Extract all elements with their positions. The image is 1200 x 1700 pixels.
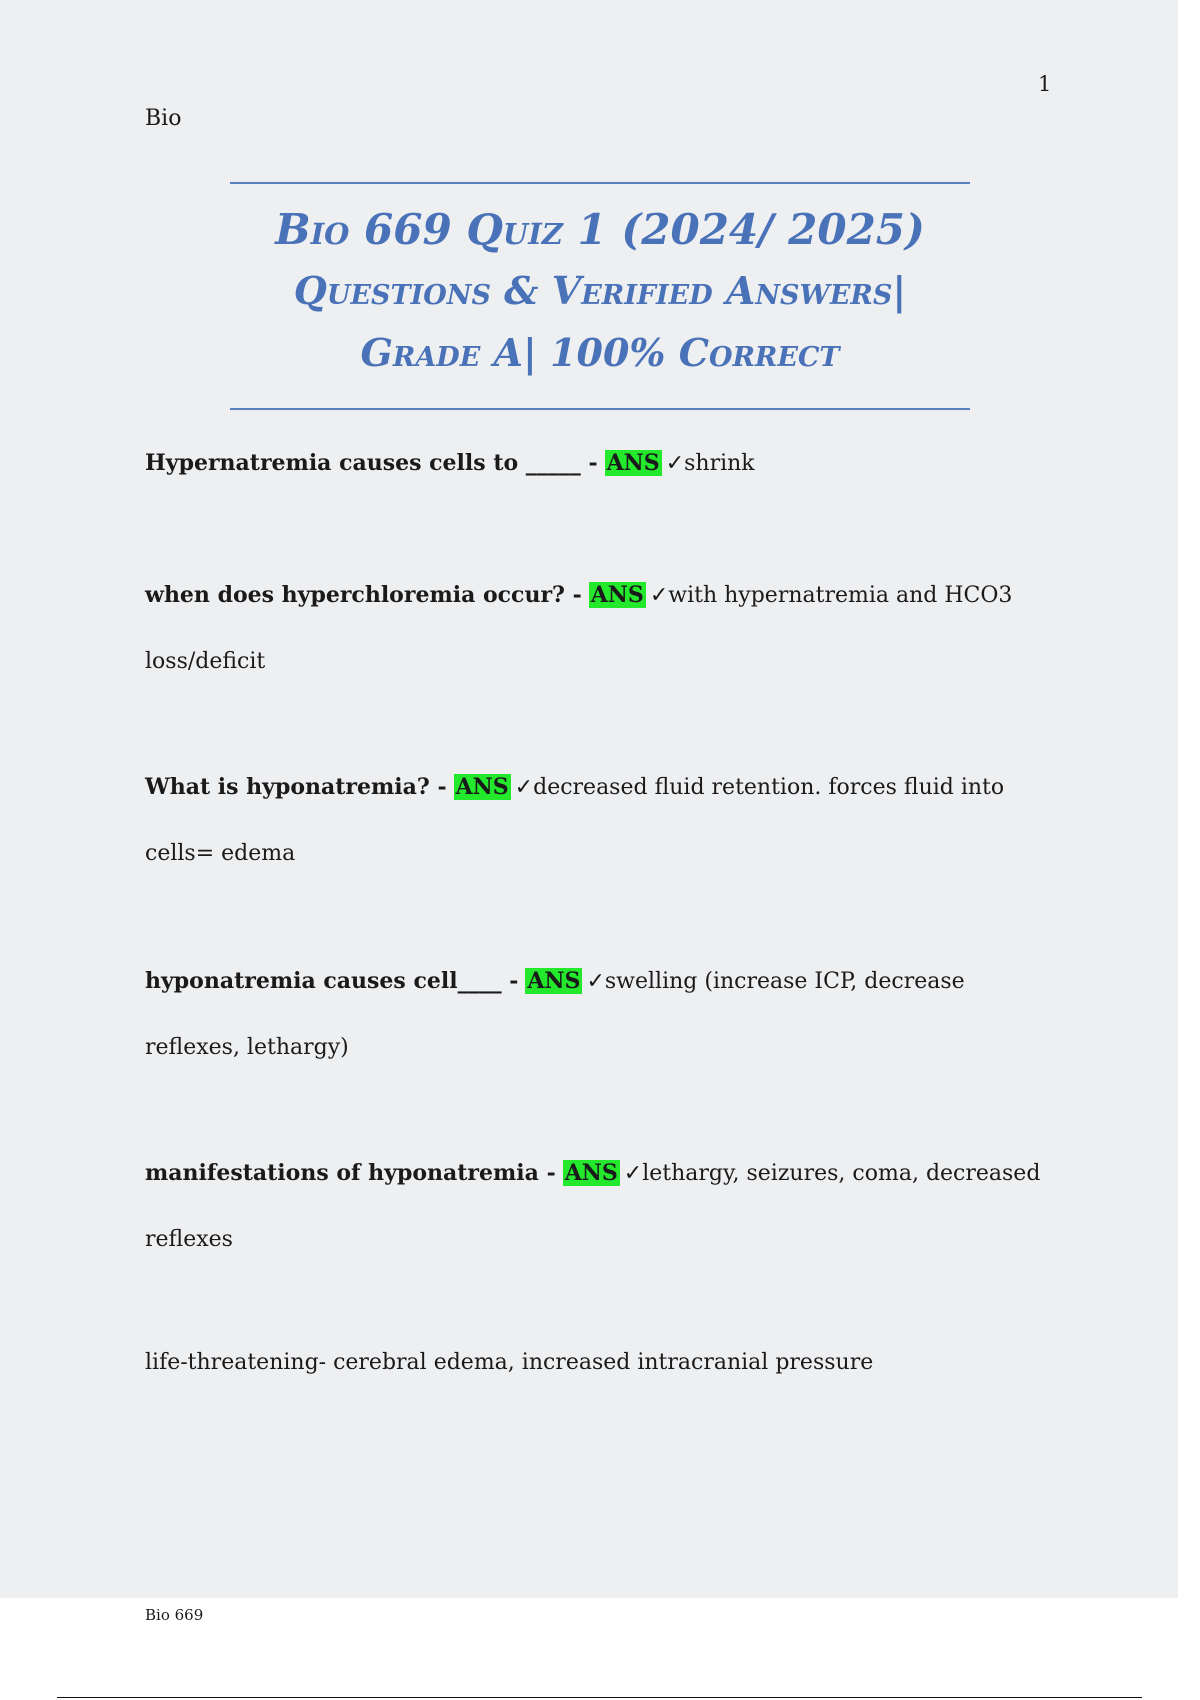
- answer-marker: ANS: [564, 1160, 618, 1186]
- title-line-3: Grade A| 100% Correct: [360, 330, 840, 375]
- answer-marker: ANS: [527, 968, 581, 994]
- check-icon: ✓: [586, 969, 605, 994]
- answer-marker: ANS: [590, 582, 644, 608]
- answer-text: decreased fluid retention. forces fluid into cells= edema: [145, 775, 1005, 866]
- question-text: hyponatremia causes cell____ -: [145, 968, 519, 994]
- title-line-2: Questions & Verified Answers|: [293, 268, 907, 313]
- answer-marker: ANS: [455, 774, 509, 800]
- question-text: What is hyponatremia? -: [145, 774, 447, 800]
- title-top-rule: [230, 182, 970, 184]
- extra-note: [145, 1330, 1045, 1396]
- qa-item-4: [145, 948, 1045, 1081]
- question-text: Hypernatremia causes cells to _____ -: [145, 450, 598, 476]
- title-bottom-rule: [230, 408, 970, 410]
- qa-item-3: [145, 754, 1045, 887]
- answer-marker: ANS: [606, 450, 660, 476]
- answer-text: with hypernatremia and HCO3 loss/deficit: [145, 583, 1013, 674]
- question-text: manifestations of hyponatremia -: [145, 1160, 556, 1186]
- bottom-rule: [57, 1697, 1142, 1698]
- note-text: life-threatening- cerebral edema, increased intracranial pressure: [145, 1350, 874, 1375]
- qa-item-5: [145, 1140, 1045, 1273]
- check-icon: ✓: [514, 775, 534, 800]
- check-icon: ✓: [649, 583, 669, 608]
- header-label: Bio: [145, 106, 182, 131]
- answer-text: shrink: [684, 451, 755, 476]
- question-text: when does hyperchloremia occur? -: [145, 582, 582, 608]
- check-icon: ✓: [623, 1161, 643, 1186]
- check-icon: ✓: [665, 451, 685, 476]
- title-line-1: Bio 669 Quiz 1 (2024/ 2025): [275, 205, 925, 254]
- answer-text: lethargy, seizures, coma, decreased reflexes: [145, 1161, 1041, 1252]
- footer-label: Bio 669: [145, 1606, 204, 1624]
- document-title: [230, 200, 970, 384]
- qa-item-2: [145, 562, 1045, 695]
- qa-item-1: [145, 430, 1045, 497]
- answer-text: swelling (increase ICP, decrease reflexes, lethargy): [145, 969, 965, 1060]
- page-number: 1: [1038, 72, 1052, 96]
